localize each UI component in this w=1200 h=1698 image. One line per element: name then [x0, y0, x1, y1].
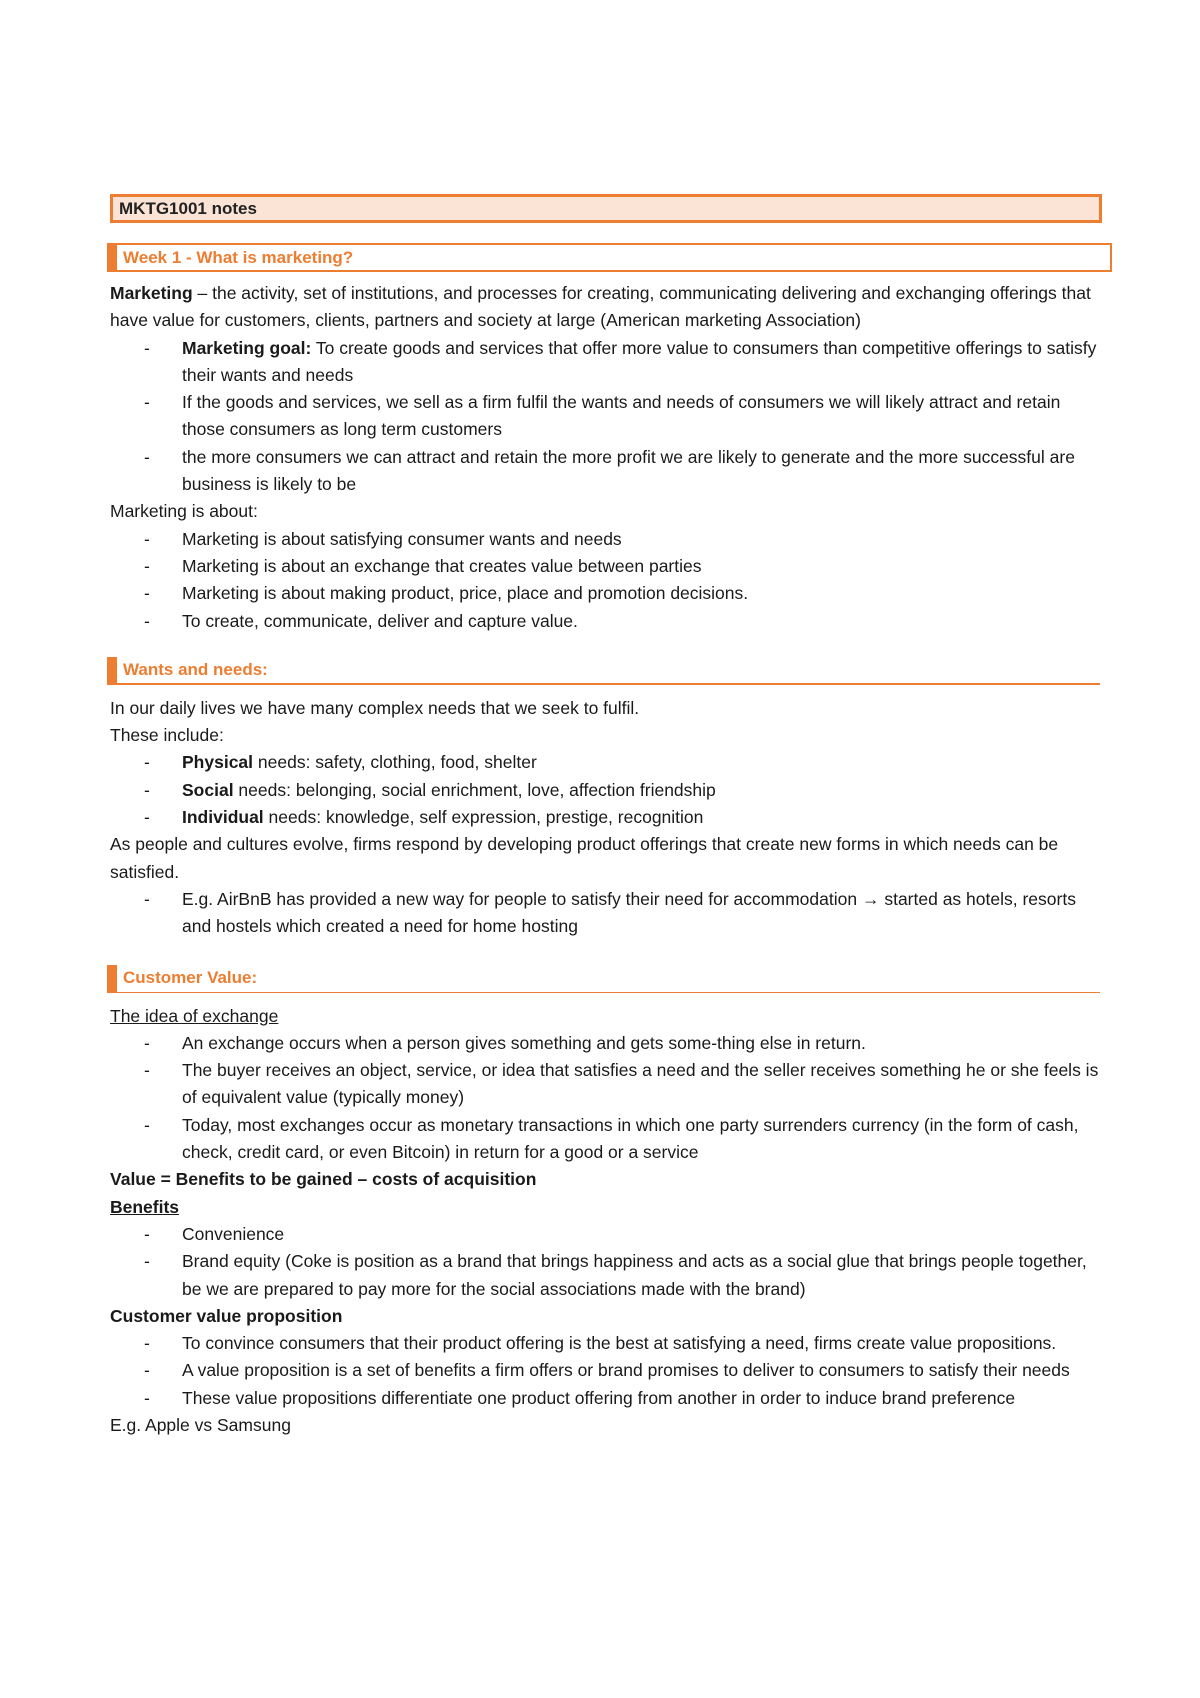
list-item [110, 444, 1102, 499]
list-item-text: E.g. AirBnB has provided a new way for people to satisfy their need for accommodation [182, 888, 862, 909]
dash-bullet: - [144, 807, 150, 828]
list-item [110, 1385, 1102, 1412]
list-item-text: needs: safety, clothing, food, shelter [253, 752, 537, 773]
about-points-list [110, 526, 1100, 635]
list-item-text: the more consumers we can attract and retain the more profit we are likely to generate and the more successful are business is likely to be [182, 446, 1075, 495]
list-item-text: Marketing is about satisfying consumer wants and needs [182, 528, 622, 549]
list-item-text: Brand equity (Coke is position as a brand that brings happiness and acts as a social glue that brings people together, be we are prepared to pay more for the social associations made with the brand) [182, 1251, 1087, 1299]
value-formula: Value = Benefits to be gained – costs of acquisition [110, 1169, 537, 1190]
list-item-text: An exchange occurs when a person gives something and gets some-thing else in return. [182, 1032, 866, 1053]
list-item-text: Convenience [182, 1223, 285, 1244]
list-item [110, 335, 1102, 390]
list-item [110, 608, 1102, 635]
list-item-text: To convince consumers that their product offering is the best at satisfying a need, firms create value propositions. [182, 1333, 1057, 1354]
cvp-label: Customer value proposition [110, 1305, 343, 1326]
list-item-text: needs: knowledge, self expression, prestige, recognition [263, 807, 704, 828]
dash-bullet: - [144, 1032, 150, 1053]
list-item [110, 1057, 1102, 1112]
marketing-definition-text: – the activity, set of institutions, and processes for creating, communicating delivering and exchanging offerings that have value for customers, clients, partners and society at large (American marketing Association) [110, 283, 1091, 331]
airbnb-list [110, 886, 1100, 941]
list-item [110, 526, 1102, 553]
list-item-text: Marketing is about making product, price, place and promotion decisions. [182, 583, 749, 604]
customer-value-heading: Customer Value: [107, 965, 1100, 993]
dash-bullet: - [144, 1223, 150, 1244]
dash-bullet: - [144, 583, 150, 604]
dash-bullet: - [144, 752, 150, 773]
document-content [110, 194, 1100, 1439]
exchange-label: The idea of exchange [110, 1005, 279, 1026]
list-item-text: needs: belonging, social enrichment, love, affection friendship [233, 779, 716, 800]
dash-bullet: - [144, 528, 150, 549]
arrow-right-icon: → [861, 888, 880, 909]
list-item-text: To create, communicate, deliver and capture value. [182, 610, 578, 631]
list-item [110, 553, 1102, 580]
wants-needs-heading: Wants and needs: [107, 657, 1100, 685]
dash-bullet: - [144, 1333, 150, 1354]
list-item [110, 389, 1102, 444]
dash-bullet: - [144, 446, 150, 467]
list-item [110, 804, 1102, 831]
about-label: Marketing is about: [110, 501, 258, 522]
list-item [110, 1221, 1102, 1248]
list-item-text: To create goods and services that offer more value to consumers than competitive offerings to satisfy their wants and needs [182, 337, 1097, 385]
list-item-bold: Social [182, 779, 234, 800]
dash-bullet: - [144, 337, 150, 358]
week-heading: Week 1 - What is marketing? [107, 243, 1112, 272]
dash-bullet: - [144, 392, 150, 413]
list-item-text: A value proposition is a set of benefits a firm offers or brand promises to deliver to consumers to satisfy their needs [182, 1360, 1070, 1381]
benefits-list [110, 1221, 1100, 1303]
dash-bullet: - [144, 1114, 150, 1135]
list-item-text: Today, most exchanges occur as monetary transactions in which one party surrenders currency (in the form of cash, check, credit card, or even Bitcoin) in return for a good or a service [182, 1114, 1079, 1163]
list-item [110, 749, 1102, 776]
marketing-points-list [110, 335, 1100, 499]
wants-intro-2: These include: [110, 725, 224, 746]
evolve-paragraph: As people and cultures evolve, firms respond by developing product offerings that create new forms in which needs can be satisfied. [110, 834, 1059, 882]
dash-bullet: - [144, 610, 150, 631]
example-line: E.g. Apple vs Samsung [110, 1414, 291, 1435]
dash-bullet: - [144, 1251, 150, 1272]
benefits-label: Benefits [110, 1196, 180, 1217]
list-item [110, 777, 1102, 804]
list-item [110, 1357, 1102, 1384]
list-item [110, 580, 1102, 607]
list-item-text: Marketing is about an exchange that creates value between parties [182, 555, 702, 576]
list-item-text: started as hotels, resorts and hostels which created a need for home hosting [182, 888, 1076, 937]
list-item [110, 1330, 1102, 1357]
list-item [110, 886, 1102, 941]
list-item [110, 1248, 1102, 1303]
document-title: MKTG1001 notes [110, 194, 1102, 223]
wants-intro: In our daily lives we have many complex needs that we seek to fulfil. [110, 697, 640, 718]
dash-bullet: - [144, 1060, 150, 1081]
list-item-text: These value propositions differentiate one product offering from another in order to induce brand preference [182, 1387, 1016, 1408]
list-item [110, 1030, 1102, 1057]
dash-bullet: - [144, 779, 150, 800]
marketing-definition [110, 280, 1100, 335]
cvp-list [110, 1330, 1100, 1412]
list-item-text: If the goods and services, we sell as a firm fulfil the wants and needs of consumers we will likely attract and retain those consumers as long term customers [182, 392, 1061, 440]
needs-points-list [110, 749, 1100, 831]
exchange-points-list [110, 1030, 1100, 1166]
dash-bullet: - [144, 1387, 150, 1408]
list-item-bold: Marketing goal: [182, 337, 312, 358]
list-item-bold: Physical [182, 752, 254, 773]
dash-bullet: - [144, 555, 150, 576]
marketing-term: Marketing [110, 283, 193, 303]
list-item-text: The buyer receives an object, service, or idea that satisfies a need and the seller receives something he or she feels is of equivalent value (typically money) [182, 1060, 1099, 1108]
dash-bullet: - [144, 1360, 150, 1381]
list-item [110, 1112, 1102, 1167]
list-item-bold: Individual [182, 807, 264, 828]
dash-bullet: - [144, 888, 150, 909]
